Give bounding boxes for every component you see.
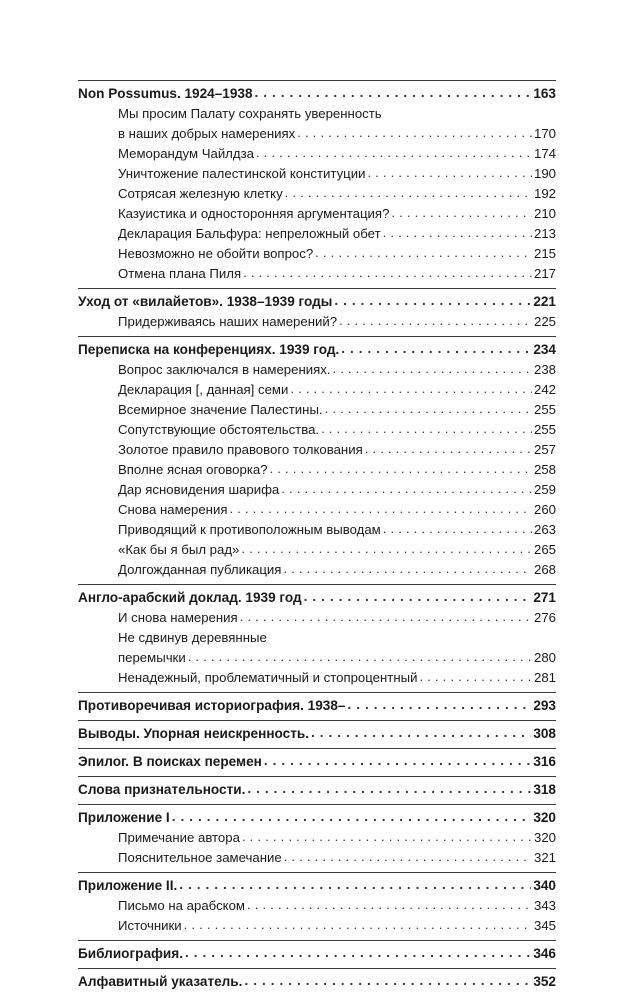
page-number: 293 [533,698,556,713]
page-number: 225 [533,314,556,329]
dot-leader [304,587,532,607]
dot-leader [179,875,531,895]
subentry-title: Вполне ясная оговорка? [118,462,268,477]
subentry-title: Сопутствующие обстоятельства. [118,422,320,437]
page-number: 308 [533,726,556,741]
subentry-title: Придерживаясь наших намерений? [118,314,338,329]
subentry-title: Невозможно не обойти вопрос? [118,246,314,261]
toc-chapter-entry[interactable] [78,780,556,800]
dot-leader [333,359,532,379]
page-number: 343 [533,898,556,913]
toc-chapter-entry[interactable] [78,972,556,992]
page-number: 259 [533,482,556,497]
subentry-title: Всемирное значение Палестины. [118,402,323,417]
subentry-title: И снова намерения [118,610,238,625]
page-number: 163 [533,86,556,101]
toc-subentry[interactable] [78,204,556,224]
toc-chapter-entry[interactable] [78,340,556,360]
chapter-title: Противоречивая историография. 1938– [78,698,346,713]
subentry-title: Сотрясая железную клетку [118,186,283,201]
toc-subentry[interactable] [78,224,556,244]
subentry-title: Декларация [, данная] семи [118,382,289,397]
page-number: 316 [533,754,556,769]
toc-chapter-entry[interactable] [78,752,556,772]
toc-chapter-entry[interactable] [78,292,556,312]
page-number: 345 [533,918,556,933]
toc-section [78,336,556,584]
dot-leader [247,895,532,915]
subentry-title: Не сдвинув деревянные [118,630,267,645]
chapter-title: Выводы. Упорная неискренность. [78,726,310,741]
toc-section [78,80,556,288]
toc-subentry-continuation[interactable] [78,124,556,144]
toc-subentry[interactable] [78,360,556,380]
page-number: 321 [533,850,556,865]
toc-subentry[interactable] [78,628,556,648]
subentry-title: «Как бы я был рад» [118,542,240,557]
toc-section [78,720,556,748]
toc-section [78,692,556,720]
chapter-title: Приложение I [78,810,170,825]
toc-section [78,968,556,996]
dot-leader [341,339,531,359]
toc-chapter-entry[interactable] [78,876,556,896]
dot-leader [391,203,532,223]
page-number: 280 [533,650,556,665]
toc-subentry[interactable] [78,264,556,284]
page-number: 255 [533,402,556,417]
page-number: 210 [533,206,556,221]
subentry-title: Мы просим Палату сохранять уверенность [118,106,382,121]
page-number: 265 [533,542,556,557]
page-number: 215 [533,246,556,261]
subentry-title-continuation: перемычки [118,650,186,665]
page-number: 271 [533,590,556,605]
page-number: 221 [533,294,556,309]
toc-subentry[interactable] [78,244,556,264]
dot-leader [241,539,532,559]
page-number: 170 [533,126,556,141]
toc-subentry[interactable] [78,848,556,868]
toc-subentry[interactable] [78,520,556,540]
chapter-title: Приложение II. [78,878,178,893]
page-number: 281 [533,670,556,685]
dot-leader [284,847,532,867]
chapter-title: Эпилог. В поисках перемен [78,754,262,769]
page-number: 257 [533,442,556,457]
page-number: 255 [533,422,556,437]
page-number: 238 [533,362,556,377]
dot-leader [419,667,532,687]
dot-leader [325,399,532,419]
dot-leader [321,419,532,439]
toc-subentry[interactable] [78,184,556,204]
dot-leader [188,647,532,667]
page-number: 242 [533,382,556,397]
chapter-title: Переписка на конференциях. 1939 год. [78,342,340,357]
subentry-title: Приводящий к противоположным выводам [118,522,381,537]
chapter-title: Библиография. [78,946,183,961]
chapter-title: Алфавитный указатель. [78,974,243,989]
subentry-title: Ненадежный, проблематичный и стопроцентный [118,670,418,685]
subentry-title: Дар ясновидения шарифа [118,482,280,497]
page-number: 213 [533,226,556,241]
table-of-contents [78,80,556,996]
dot-leader [367,163,532,183]
page-number: 234 [533,342,556,357]
chapter-title: Англо-арабский доклад. 1939 год [78,590,302,605]
toc-subentry[interactable] [78,460,556,480]
dot-leader [247,779,531,799]
subentry-title: Казуистика и односторонняя аргументация? [118,206,390,221]
toc-subentry[interactable] [78,540,556,560]
subentry-title: Снова намерения [118,502,228,517]
toc-chapter-entry[interactable] [78,724,556,744]
dot-leader [334,291,531,311]
dot-leader [185,943,531,963]
dot-leader [229,499,532,519]
subentry-title: Меморандум Чайлдза [118,146,254,161]
toc-subentry[interactable] [78,104,556,124]
page-number: 263 [533,522,556,537]
dot-leader [270,459,532,479]
dot-leader [243,263,532,283]
toc-subentry[interactable] [78,608,556,628]
subentry-title: Источники [118,918,182,933]
toc-section [78,872,556,940]
toc-chapter-entry[interactable] [78,944,556,964]
toc-subentry[interactable] [78,400,556,420]
toc-section [78,804,556,872]
chapter-title: Уход от «вилайетов». 1938–1939 годы [78,294,333,309]
page-number: 174 [533,146,556,161]
dot-leader [339,311,532,331]
dot-leader [256,143,532,163]
toc-section [78,776,556,804]
subentry-title: Уничтожение палестинской конституции [118,166,366,181]
subentry-title-continuation: в наших добрых намерениях [118,126,296,141]
dot-leader [290,379,532,399]
toc-subentry[interactable] [78,420,556,440]
dot-leader [172,807,532,827]
subentry-title: Золотое правило правового толкования [118,442,363,457]
page-number: 276 [533,610,556,625]
subentry-title: Вопрос заключался в намерениях. [118,362,331,377]
subentry-title: Декларация Бальфура: непреложный обет [118,226,381,241]
toc-subentry[interactable] [78,560,556,580]
toc-subentry[interactable] [78,668,556,688]
page-number: 260 [533,502,556,517]
toc-subentry[interactable] [78,480,556,500]
toc-subentry[interactable] [78,500,556,520]
toc-chapter-entry[interactable] [78,696,556,716]
dot-leader [285,183,532,203]
toc-chapter-entry[interactable] [78,84,556,104]
page-number: 320 [533,810,556,825]
toc-subentry[interactable] [78,828,556,848]
dot-leader [311,723,531,743]
toc-subentry[interactable] [78,380,556,400]
toc-subentry[interactable] [78,144,556,164]
dot-leader [184,915,532,935]
toc-section [78,748,556,776]
dot-leader [244,971,531,991]
dot-leader [264,751,531,771]
toc-subentry[interactable] [78,916,556,936]
page-number: 346 [533,946,556,961]
dot-leader [347,695,531,715]
dot-leader [240,607,532,627]
dot-leader [365,439,532,459]
page-number: 352 [533,974,556,989]
chapter-title: Слова признательности. [78,782,246,797]
dot-leader [242,827,532,847]
subentry-title: Долгожданная публикация [118,562,282,577]
subentry-title: Примечание автора [118,830,240,845]
dot-leader [315,243,532,263]
page-number: 258 [533,462,556,477]
chapter-title: Non Possumus. 1924–1938 [78,86,253,101]
toc-section [78,288,556,336]
subentry-title: Пояснительное замечание [118,850,282,865]
toc-chapter-entry[interactable] [78,588,556,608]
toc-subentry-continuation[interactable] [78,648,556,668]
page-number: 268 [533,562,556,577]
dot-leader [255,83,532,103]
subentry-title: Отмена плана Пиля [118,266,242,281]
toc-section [78,584,556,692]
dot-leader [383,519,532,539]
page-number: 320 [533,830,556,845]
page-number: 190 [533,166,556,181]
subentry-title: Письмо на арабском [118,898,245,913]
toc-subentry[interactable] [78,440,556,460]
dot-leader [383,223,532,243]
page-number: 192 [533,186,556,201]
toc-subentry[interactable] [78,164,556,184]
toc-chapter-entry[interactable] [78,808,556,828]
toc-section [78,940,556,968]
dot-leader [283,559,532,579]
dot-leader [281,479,532,499]
toc-subentry[interactable] [78,312,556,332]
toc-subentry[interactable] [78,896,556,916]
page-number: 217 [533,266,556,281]
page-number: 318 [533,782,556,797]
dot-leader [297,123,532,143]
page-number: 340 [533,878,556,893]
